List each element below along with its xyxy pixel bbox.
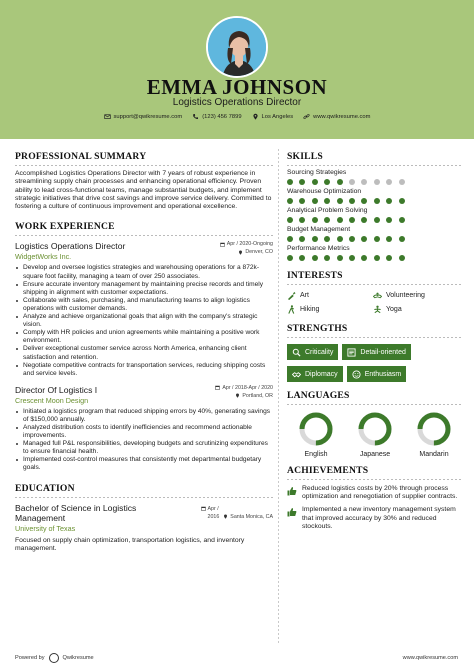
- list-item: Comply with HR policies and union agreements while maintaining a positive work environment.: [15, 329, 273, 345]
- criticality-icon: [292, 348, 301, 357]
- rating-dot: [312, 179, 318, 185]
- rating-dot: [349, 179, 355, 185]
- interests-title: INTERESTS: [287, 270, 343, 281]
- list-item: Managed full P&L responsibilities, developing budgets and scrutinizing expenditures to ensure financial health.: [15, 440, 273, 456]
- strength-badge: [342, 344, 411, 360]
- rating-dot: [337, 198, 343, 204]
- skill-item: [287, 188, 463, 204]
- rating-dot: [337, 217, 343, 223]
- thumbs-up-icon: [287, 486, 297, 496]
- location-pin-icon: [223, 514, 228, 519]
- summary-section: [15, 151, 273, 211]
- rating-dot: [361, 255, 367, 261]
- rating-dot: [312, 217, 318, 223]
- rating-dot: [399, 217, 405, 223]
- interests-section: [287, 270, 463, 314]
- link-icon: [303, 113, 310, 120]
- job-meta: [220, 240, 273, 256]
- powered-by-text: Powered by: [15, 655, 45, 661]
- rating-dot: [324, 198, 330, 204]
- skills-list: [287, 169, 463, 261]
- skill-item: [287, 226, 463, 242]
- rating-dot: [299, 236, 305, 242]
- list-item: Analyzed distribution costs to identify inefficiencies and recommend actionable improvements.: [15, 424, 273, 440]
- language-name: Mandarin: [419, 451, 449, 458]
- job-location: Denver, CO: [245, 249, 273, 256]
- interest-label: Art: [300, 292, 309, 299]
- location-pin-icon: [252, 113, 259, 120]
- rating-dot: [361, 179, 367, 185]
- section-rule: [15, 235, 273, 236]
- contact-phone[interactable]: [192, 113, 241, 120]
- footer-website[interactable]: www.qwikresume.com: [402, 655, 458, 661]
- right-column: [287, 151, 463, 531]
- location-pin-icon: [235, 393, 240, 398]
- language-item: [352, 411, 398, 458]
- achievement-text: Reduced logistics costs by 20% through process optimization and renegotiation of supplier contracts.: [302, 485, 458, 501]
- contact-website-text: www.qwikresume.com: [313, 113, 371, 120]
- calendar-icon: [201, 506, 206, 511]
- contact-bar: [0, 113, 474, 120]
- skills-title: SKILLS: [287, 151, 323, 162]
- rating-dot: [399, 255, 405, 261]
- skills-section: [287, 151, 463, 261]
- skill-name: Sourcing Strategies: [287, 169, 347, 176]
- yoga-icon: [373, 305, 382, 314]
- rating-dot: [299, 179, 305, 185]
- rating-dot: [386, 255, 392, 261]
- rating-dot: [374, 255, 380, 261]
- job-dates: Apr / 2018-Apr / 2020: [222, 384, 273, 391]
- language-name: Japanese: [359, 451, 391, 458]
- job-title: Logistics Operations Director: [15, 241, 126, 252]
- job-bullets: [15, 264, 273, 377]
- education-year-end: 2016: [207, 513, 220, 520]
- summary-text: Accomplished Logistics Operations Director with 7 years of robust experience in streamlining supply chain processes and enhancing operational efficiency. Proven ability to lead cross-functional teams, manage substantial budgets, and implement strategic initiatives that drive cost savings and improve service delivery. Committed to fostering a culture of continuous improvement and operational excellence.: [15, 170, 272, 211]
- skill-rating: [287, 217, 463, 223]
- contact-location: [252, 113, 294, 120]
- rating-dot: [337, 236, 343, 242]
- rating-dot: [287, 179, 293, 185]
- rating-dot: [374, 236, 380, 242]
- rating-dot: [324, 179, 330, 185]
- section-rule: [287, 284, 463, 285]
- achievements-section: [287, 465, 463, 531]
- resume-header: [0, 0, 474, 139]
- education-year-start: Apr /: [207, 505, 219, 512]
- interest-item: [373, 291, 459, 300]
- art-icon: [287, 291, 296, 300]
- list-item: Initiated a logistics program that reduced shipping errors by 40%, generating savings of $150,000 annually.: [15, 408, 273, 424]
- skill-rating: [287, 236, 463, 242]
- rating-dot: [349, 255, 355, 261]
- job-entry: [15, 384, 273, 473]
- calendar-icon: [220, 242, 225, 247]
- list-item: Ensure accurate inventory management by maintaining precise records and timely shipping in alignment with customer expectations.: [15, 281, 273, 297]
- rating-dot: [374, 179, 380, 185]
- rating-dot: [299, 217, 305, 223]
- rating-dot: [287, 198, 293, 204]
- skill-rating: [287, 179, 463, 185]
- section-rule: [287, 479, 463, 480]
- rating-dot: [337, 255, 343, 261]
- language-level-ring: [416, 411, 452, 447]
- strength-label: Detail-oriented: [360, 348, 406, 356]
- candidate-name: EMMA JOHNSON: [146, 75, 328, 99]
- email-icon: [104, 113, 111, 120]
- rating-dot: [386, 236, 392, 242]
- rating-dot: [399, 179, 405, 185]
- strength-label: Diplomacy: [305, 370, 338, 378]
- school-name: University of Texas: [15, 523, 76, 533]
- language-level-ring: [357, 411, 393, 447]
- languages-section: [287, 390, 463, 458]
- language-item: [411, 411, 457, 458]
- avatar: [206, 16, 268, 78]
- skill-name: Warehouse Optimization: [287, 188, 362, 195]
- language-name: English: [304, 451, 328, 458]
- section-rule: [287, 337, 463, 338]
- section-rule: [15, 497, 273, 498]
- job-location: Portland, OR: [242, 392, 273, 399]
- skill-name: Analytical Problem Solving: [287, 207, 368, 214]
- list-item: Implemented cost-control measures that consistently met departmental budgetary goals.: [15, 456, 273, 472]
- skill-item: [287, 169, 463, 185]
- interest-label: Volunteering: [386, 292, 425, 299]
- rating-dot: [374, 217, 380, 223]
- section-rule: [287, 165, 463, 166]
- interest-item: [373, 305, 459, 314]
- rating-dot: [361, 217, 367, 223]
- education-title: EDUCATION: [15, 482, 75, 494]
- location-pin-icon: [238, 250, 243, 255]
- job-bullets: [15, 408, 273, 473]
- skill-name: Performance Metrics: [287, 245, 350, 252]
- rating-dot: [324, 236, 330, 242]
- languages-title: LANGUAGES: [287, 390, 350, 401]
- contact-email[interactable]: [104, 113, 183, 120]
- qwikresume-logo-icon: [49, 653, 59, 663]
- rating-dot: [399, 198, 405, 204]
- interest-item: [287, 305, 373, 314]
- rating-dot: [312, 255, 318, 261]
- rating-dot: [374, 198, 380, 204]
- job-entry: [15, 240, 273, 377]
- skill-name: Budget Management: [287, 226, 351, 233]
- strength-badge: [347, 366, 407, 382]
- experience-title: WORK EXPERIENCE: [15, 221, 115, 233]
- detail-icon: [347, 348, 356, 357]
- list-item: Analyze and achieve organizational goals that align with the company's strategic vision.: [15, 313, 273, 329]
- skill-item: [287, 245, 463, 261]
- job-company: WidgetWorks Inc.: [15, 252, 72, 262]
- job-meta: [215, 384, 273, 400]
- strength-badge: [287, 344, 338, 360]
- interest-label: Hiking: [300, 306, 320, 313]
- rating-dot: [349, 217, 355, 223]
- languages-list: [287, 411, 463, 458]
- list-item: Develop and oversee logistics strategies and warehousing operations for a 872k-square foot facility, managing a team of over 250 associates.: [15, 264, 273, 280]
- skill-item: [287, 207, 463, 223]
- enthusiasm-icon: [352, 370, 361, 379]
- rating-dot: [386, 179, 392, 185]
- calendar-icon: [215, 385, 220, 390]
- interest-item: [287, 291, 373, 300]
- rating-dot: [337, 179, 343, 185]
- rating-dot: [349, 236, 355, 242]
- job-company: Crescent Moon Design: [15, 395, 89, 405]
- education-location: Santa Monica, CA: [230, 513, 273, 520]
- rating-dot: [324, 255, 330, 261]
- avatar-photo-icon: [208, 18, 268, 78]
- rating-dot: [287, 236, 293, 242]
- rating-dot: [287, 255, 293, 261]
- degree-title: Bachelor of Science in Logistics Management: [15, 502, 137, 523]
- column-divider: [278, 149, 279, 645]
- hiking-icon: [287, 305, 296, 314]
- strength-badge: [287, 366, 343, 382]
- strengths-badges: [287, 344, 463, 382]
- list-item: Deliver exceptional customer service across North America, enhancing client satisfaction and retention.: [15, 345, 273, 361]
- diplomacy-icon: [292, 370, 301, 379]
- skill-rating: [287, 198, 463, 204]
- rating-dot: [361, 198, 367, 204]
- achievement-item: [287, 506, 463, 531]
- language-level-ring: [298, 411, 334, 447]
- rating-dot: [312, 198, 318, 204]
- footer-brand: [15, 653, 94, 663]
- strength-label: Enthusiasm: [364, 370, 402, 378]
- section-rule: [15, 165, 273, 166]
- list-item: Negotiate competitive contracts for transportation services, reducing shipping costs and service levels.: [15, 362, 273, 378]
- rating-dot: [299, 255, 305, 261]
- rating-dot: [312, 236, 318, 242]
- rating-dot: [386, 198, 392, 204]
- education-meta: [201, 505, 274, 533]
- experience-section: [15, 221, 273, 472]
- rating-dot: [399, 236, 405, 242]
- volunteering-icon: [373, 291, 382, 300]
- job-dates: Apr / 2020-Ongoing: [226, 241, 273, 248]
- summary-title: PROFESSIONAL SUMMARY: [15, 151, 147, 162]
- rating-dot: [324, 217, 330, 223]
- phone-icon: [192, 113, 199, 120]
- achievements-title: ACHIEVEMENTS: [287, 465, 369, 476]
- contact-website[interactable]: [303, 113, 370, 120]
- left-column: [15, 151, 273, 553]
- achievement-item: [287, 485, 463, 501]
- thumbs-up-icon: [287, 507, 297, 517]
- job-title: Director Of Logistics I: [15, 384, 98, 395]
- contact-phone-text: (123) 456 7899: [202, 113, 242, 120]
- achievement-text: Implemented a new inventory management system that improved accuracy by 30% and reduced stockouts.: [302, 506, 456, 530]
- strengths-section: [287, 323, 463, 382]
- contact-email-text: support@qwikresume.com: [113, 113, 183, 120]
- section-rule: [287, 404, 463, 405]
- brand-name: Qwikresume: [62, 655, 94, 661]
- rating-dot: [287, 217, 293, 223]
- list-item: Collaborate with sales, purchasing, and manufacturing teams to align logistics operations with customer demands.: [15, 297, 273, 313]
- rating-dot: [349, 198, 355, 204]
- education-section: [15, 483, 273, 554]
- rating-dot: [386, 217, 392, 223]
- strength-label: Criticality: [305, 348, 334, 356]
- language-item: [293, 411, 339, 458]
- rating-dot: [299, 198, 305, 204]
- education-text: Focused on supply chain optimization, transportation logistics, and inventory management.: [15, 536, 245, 552]
- strengths-title: STRENGTHS: [287, 323, 348, 334]
- candidate-role: Logistics Operations Director: [172, 97, 302, 108]
- interests-grid: [287, 291, 463, 314]
- contact-location-text: Los Angeles: [261, 113, 294, 120]
- interest-label: Yoga: [386, 306, 402, 313]
- skill-rating: [287, 255, 463, 261]
- rating-dot: [361, 236, 367, 242]
